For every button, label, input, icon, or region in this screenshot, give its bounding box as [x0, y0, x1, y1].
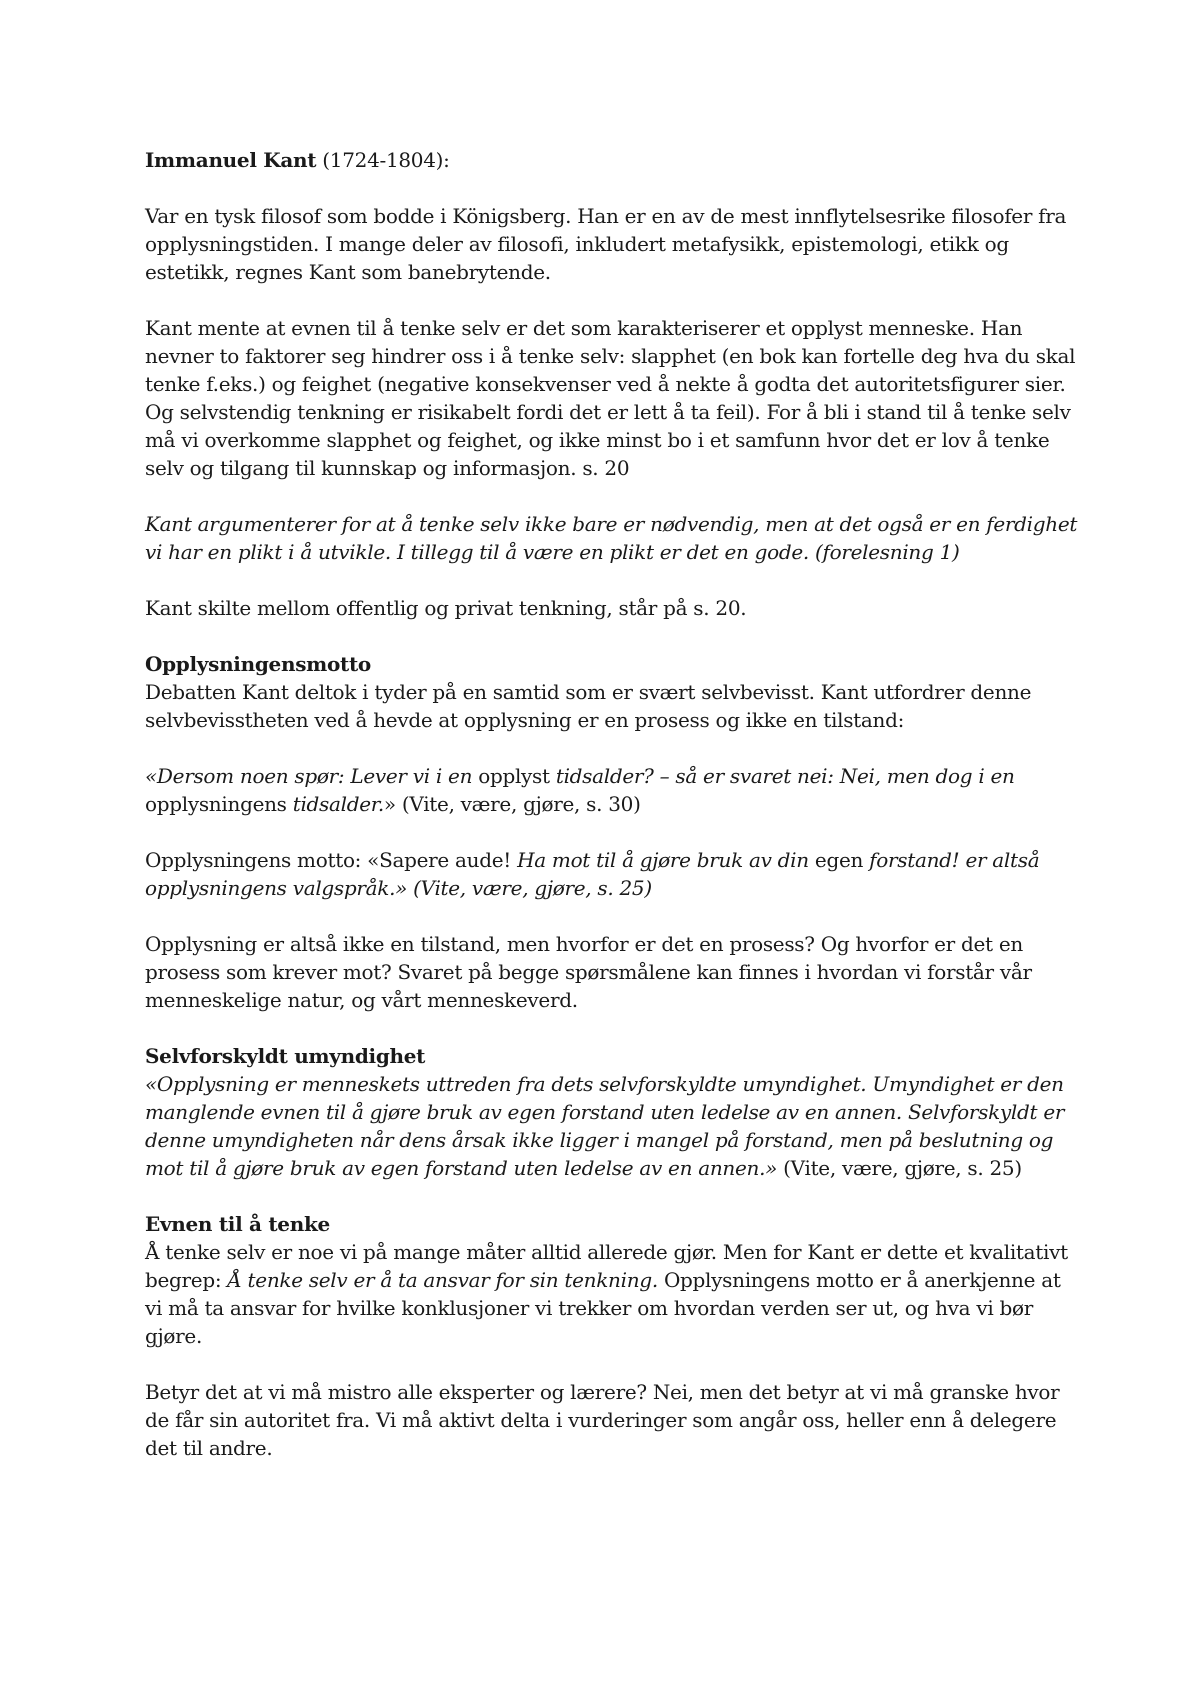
motto-text: Opplysningens motto: «Sapere aude! [145, 848, 518, 872]
quote-text: opplysningens [145, 792, 293, 816]
quote-text: tidsalder? – så er svaret nei: Nei, men dog i en [555, 764, 1015, 788]
section-selvforskyldt-umyndighet [145, 1042, 1080, 1182]
motto-text: Ha mot til å gjøre bruk av din [517, 848, 815, 872]
section-opplysningens-motto [145, 650, 1080, 734]
title-name: Immanuel Kant [145, 148, 317, 172]
section-heading: Opplysningensmotto [145, 652, 371, 676]
paragraph-tenke-selv: Kant mente at evnen til å tenke selv er det som karakteriserer et opplyst menneske. Han nevner to faktorer seg hindrer oss i å tenke selv: slapphet (en bok kan fortelle deg hva du skal tenke f.eks.) og feighet (negative konsekvenser ved å nekte å godta det autoritetsfigurer sier. Og selvstendig tenkning er risikabelt fordi det er lett å ta feil). For å bli i stand til å tenke selv må vi overkomme slapphet og feighet, og ikke minst bo i et samfunn hvor det er lov å tenke selv og tilgang til kunnskap og informasjon. s. 20 [145, 316, 1076, 480]
quote-text: tidsalder. [292, 792, 384, 816]
section-quote: «Opplysning er menneskets uttreden fra dets selvforskyldte umyndighet. Umyndighet er den manglende evnen til å gjøre bruk av egen forstand uten ledelse av en annen. Selvforskyldt er denne umyndigheten når dens årsak ikke ligger i mangel på forstand, men på beslutning og mot til å gjøre bruk av egen forstand uten ledelse av en annen.» [145, 1072, 1065, 1180]
section-citation: (Vite, være, gjøre, s. 25) [777, 1156, 1022, 1180]
paragraph-motto [145, 846, 1080, 902]
quote-text: «Dersom noen spør: Lever vi i en [145, 764, 479, 788]
section-body: Debatten Kant deltok i tyder på en samtid som er svært selvbevisst. Kant utfordrer denne selvbevisstheten ved å hevde at opplysning er en prosess og ikke en tilstand: [145, 680, 1032, 732]
section-body-emphasis: Å tenke selv er å ta ansvar for sin tenkning. [227, 1268, 658, 1292]
section-body: Å tenke selv er noe vi på mange måter alltid allerede gjør. Men for Kant er dette et kvalitativt begrep: [145, 1240, 1068, 1292]
paragraph-prosess: Opplysning er altså ikke en tilstand, men hvorfor er det en prosess? Og hvorfor er det en prosess som krever mot? Svaret på begge spørsmålene kan finnes i hvordan vi forstår vår menneskelige natur, og vårt menneskeverd. [145, 932, 1032, 1012]
section-evnen-til-a-tenke [145, 1210, 1080, 1350]
paragraph-intro: Var en tysk filosof som bodde i Königsberg. Han er en av de mest innflytelsesrike filosofer fra opplysningstiden. I mange deler av filosofi, inkludert metafysikk, epistemologi, etikk og estetikk, regnes Kant som banebrytende. [145, 204, 1067, 284]
paragraph-eksperter: Betyr det at vi må mistro alle eksperter og lærere? Nei, men det betyr at vi må granske hvor de får sin autoritet fra. Vi må aktivt delta i vurderinger som angår oss, heller enn å delegere det til andre. [145, 1380, 1060, 1460]
quote-citation: » (Vite, være, gjøre, s. 30) [383, 792, 641, 816]
quote-tidsalder [145, 762, 1080, 818]
title-dates: (1724-1804): [316, 148, 450, 172]
quote-text: opplyst [478, 764, 556, 788]
paragraph-offentlig-privat: Kant skilte mellom offentlig og privat tenkning, står på s. 20. [145, 596, 747, 620]
title-line [145, 146, 1080, 174]
section-heading: Evnen til å tenke [145, 1212, 330, 1236]
section-body: Opplysningens motto er å anerkjenne at vi må ta ansvar for hvilke konklusjoner vi trekker om hvordan verden ser ut, og hva vi bør gjøre. [145, 1268, 1061, 1348]
motto-text: egen [814, 848, 870, 872]
paragraph-plikt: Kant argumenterer for at å tenke selv ikke bare er nødvendig, men at det også er en ferdighet vi har en plikt i å utvikle. I tillegg til å være en plikt er det en gode. (forelesning 1) [145, 512, 1078, 564]
motto-text: forstand! er altså opplysningens valgspråk.» (Vite, være, gjøre, s. 25) [145, 848, 1040, 900]
section-heading: Selvforskyldt umyndighet [145, 1044, 426, 1068]
document-body [145, 146, 1080, 1490]
